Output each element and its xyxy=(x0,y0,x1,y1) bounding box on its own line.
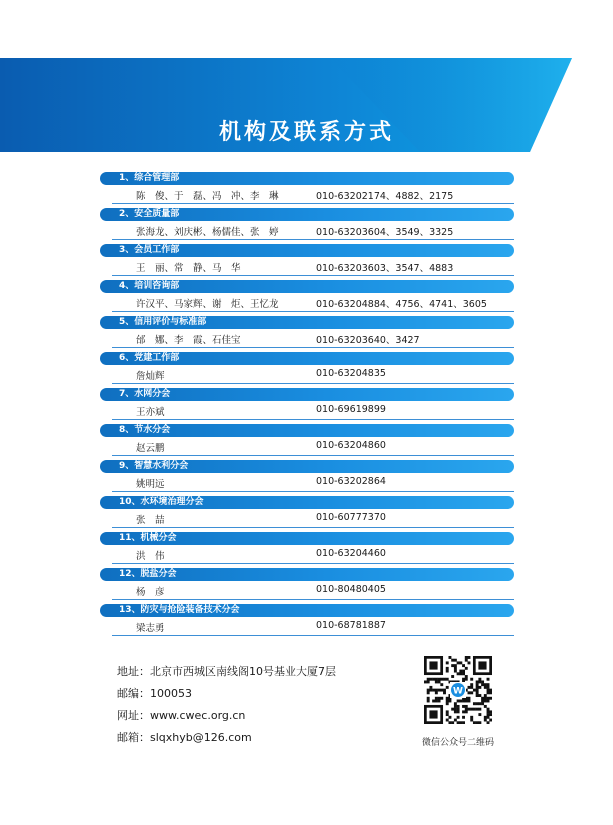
department-divider xyxy=(112,239,514,240)
department-name: 3、会员工作部 xyxy=(119,245,180,255)
department-staff: 梁志勇 xyxy=(136,623,165,634)
department-name: 2、安全质量部 xyxy=(119,209,180,219)
department-phone: 010-63204860 xyxy=(316,440,386,451)
department-staff: 邰 娜、李 霞、石佳宝 xyxy=(136,335,241,346)
department-staff: 张海龙、刘庆彬、杨儒佳、张 婷 xyxy=(136,227,279,238)
department-staff: 王亦斌 xyxy=(136,407,165,418)
department-phone: 010-60777370 xyxy=(316,512,386,523)
department-staff: 詹灿辉 xyxy=(136,371,165,382)
department-name: 8、节水分会 xyxy=(119,425,171,435)
department-phone: 010-68781887 xyxy=(316,620,386,631)
department-phone: 010-63203603、3547、4883 xyxy=(316,263,454,274)
department-phone: 010-80480405 xyxy=(316,584,386,595)
department-list xyxy=(100,172,514,640)
department-row xyxy=(100,208,514,244)
department-row xyxy=(100,532,514,568)
contact-info xyxy=(117,665,336,753)
department-name: 11、机械分会 xyxy=(119,533,177,543)
department-phone: 010-63202174、4882、2175 xyxy=(316,191,454,202)
department-divider xyxy=(112,563,514,564)
department-phone: 010-69619899 xyxy=(316,404,386,415)
department-row xyxy=(100,352,514,388)
department-row xyxy=(100,496,514,532)
department-divider xyxy=(112,419,514,420)
department-name: 1、综合管理部 xyxy=(119,173,180,183)
department-divider xyxy=(112,311,514,312)
department-phone: 010-63203640、3427 xyxy=(316,335,420,346)
qr-caption: 微信公众号二维码 xyxy=(421,738,494,748)
department-row xyxy=(100,172,514,208)
department-name: 12、脱盐分会 xyxy=(119,569,177,579)
email-text: 邮箱：slqxhyb@126.com xyxy=(117,731,252,744)
department-divider xyxy=(112,527,514,528)
page-title: 机构及联系方式 xyxy=(218,120,394,145)
department-row xyxy=(100,388,514,424)
department-divider xyxy=(112,491,514,492)
department-name: 5、信用评价与标准部 xyxy=(119,317,207,327)
department-name: 9、智慧水利分会 xyxy=(119,461,189,471)
department-staff: 杨 彦 xyxy=(136,587,165,598)
department-name: 6、党建工作部 xyxy=(119,353,180,363)
website-text: 网址：www.cwec.org.cn xyxy=(117,709,246,722)
department-staff: 张 喆 xyxy=(136,515,165,526)
department-divider xyxy=(112,383,514,384)
svg-text:W: W xyxy=(453,686,463,697)
qr-code-graphic xyxy=(424,656,492,724)
department-staff: 赵云鹏 xyxy=(136,443,165,454)
department-row xyxy=(100,604,514,640)
department-name: 13、防灾与抢险装备技术分会 xyxy=(119,605,240,615)
department-divider xyxy=(112,347,514,348)
department-row xyxy=(100,460,514,496)
department-staff: 陈 俊、于 磊、冯 冲、李 琳 xyxy=(136,191,279,202)
department-staff: 王 丽、常 静、马 华 xyxy=(136,263,241,274)
department-phone: 010-63204835 xyxy=(316,368,386,379)
department-divider xyxy=(112,635,514,636)
department-row xyxy=(100,316,514,352)
department-name: 4、培训咨询部 xyxy=(119,281,180,291)
postcode-text: 邮编：100053 xyxy=(117,687,192,700)
department-name: 10、水环境治理分会 xyxy=(119,497,204,507)
wechat-qr-code xyxy=(424,656,492,724)
department-row xyxy=(100,424,514,460)
department-divider xyxy=(112,599,514,600)
department-divider xyxy=(112,203,514,204)
department-name: 7、水网分会 xyxy=(119,389,171,399)
department-row xyxy=(100,568,514,604)
department-divider xyxy=(112,455,514,456)
department-staff: 洪 伟 xyxy=(136,551,165,562)
address-text: 地址：北京市西城区南线阁10号基业大厦7层 xyxy=(117,665,336,678)
department-divider xyxy=(112,275,514,276)
department-phone: 010-63203604、3549、3325 xyxy=(316,227,454,238)
department-phone: 010-63202864 xyxy=(316,476,386,487)
department-staff: 姚明远 xyxy=(136,479,165,490)
department-staff: 许汉平、马家辉、谢 炬、王忆龙 xyxy=(136,299,279,310)
department-row xyxy=(100,280,514,316)
department-row xyxy=(100,244,514,280)
department-phone: 010-63204884、4756、4741、3605 xyxy=(316,299,487,310)
department-phone: 010-63204460 xyxy=(316,548,386,559)
